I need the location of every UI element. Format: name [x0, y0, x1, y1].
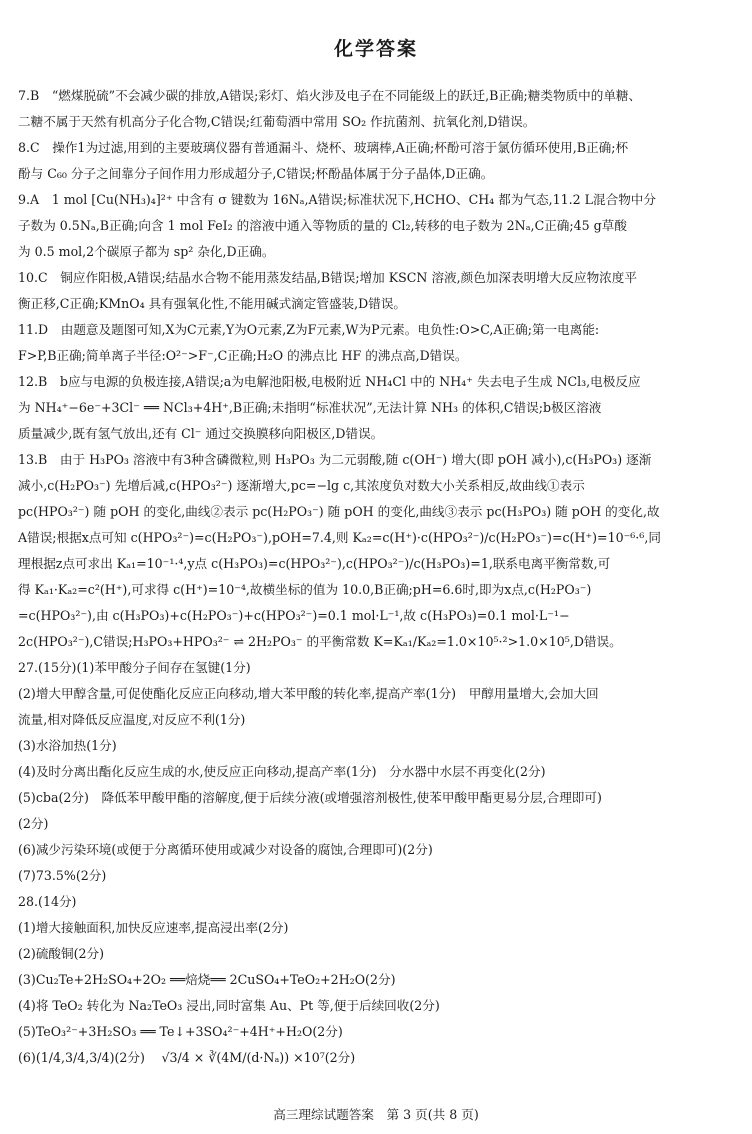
answer-item — [18, 889, 734, 1071]
answer-line: 28.(14分) — [18, 894, 77, 909]
answer-line: (5)TeO₃²⁻+3H₂SO₃ ══ Te↓+3SO₄²⁻+4H⁺+H₂O(2分) — [18, 1024, 343, 1039]
answer-item — [18, 83, 734, 135]
answer-line: 理根据z点可求出 Kₐ₁=10⁻¹·⁴,y点 c(H₃PO₃)=c(HPO₃²⁻),c(HPO₃²⁻)/c(H₃PO₃)=1,联系电离平衡常数,可 — [18, 556, 611, 571]
answer-line: (5)cba(2分) 降低苯甲酸甲酯的溶解度,便于后续分液(或增强溶剂极性,使苯甲酸甲酯更易分层,合理即可) — [18, 790, 602, 805]
answer-line: 衡正移,C正确;KMnO₄ 具有强氧化性,不能用碱式滴定管盛装,D错误。 — [18, 296, 407, 311]
answer-line: 为 0.5 mol,2个碳原子都为 sp² 杂化,D正确。 — [18, 244, 275, 259]
answer-line: 得 Kₐ₁·Kₐ₂=c²(H⁺),可求得 c(H⁺)=10⁻⁴,故横坐标的值为 10.0,B正确;pH=6.6时,即为x点,c(H₂PO₃⁻) — [18, 582, 592, 597]
answer-item — [18, 369, 734, 447]
answer-line: F>P,B正确;简单离子半径:O²⁻>F⁻,C正确;H₂O 的沸点比 HF 的沸点高,D错误。 — [18, 348, 468, 363]
answer-line: 流量,相对降低反应温度,对反应不利(1分) — [18, 712, 246, 727]
answer-item — [18, 265, 734, 317]
answer-line: A错误;根据x点可知 c(HPO₃²⁻)=c(H₂PO₃⁻),pOH=7.4,则 Kₐ₂=c(H⁺)·c(HPO₃²⁻)/c(H₂PO₃⁻)=c(H⁺)=10⁻⁶·⁶,同 — [18, 530, 661, 545]
answer-item — [18, 317, 734, 369]
answer-line: (3)Cu₂Te+2H₂SO₄+2O₂ ══焙烧══ 2CuSO₄+TeO₂+2H₂O(2分) — [18, 972, 396, 987]
answer-line: 8.C 操作1为过滤,用到的主要玻璃仪器有普通漏斗、烧杯、玻璃棒,A正确;杯酚可溶于氯仿循环使用,B正确;杯 — [18, 140, 629, 155]
answer-item — [18, 187, 734, 265]
answer-line: 质量减少,既有氢气放出,还有 Cl⁻ 通过交换膜移向阳极区,D错误。 — [18, 426, 384, 441]
answer-line: 9.A 1 mol [Cu(NH₃)₄]²⁺ 中含有 σ 键数为 16Nₐ,A错误;标准状况下,HCHO、CH₄ 都为气态,11.2 L混合物中分 — [18, 192, 656, 207]
answer-line: (3)水浴加热(1分) — [18, 738, 117, 753]
answer-line: 为 NH₄⁺−6e⁻+3Cl⁻ ══ NCl₃+4H⁺,B正确;未指明“标准状况”,无法计算 NH₃ 的体积,C错误;b极区溶液 — [18, 400, 602, 415]
page-footer: 高三理综试题答案 第 3 页(共 8 页) — [273, 1107, 479, 1122]
answer-line: (4)及时分离出酯化反应生成的水,使反应正向移动,提高产率(1分) 分水器中水层不再变化(2分) — [18, 764, 546, 779]
page-title: 化学答案 — [333, 38, 418, 60]
answer-line: pc(HPO₃²⁻) 随 pOH 的变化,曲线②表示 pc(H₂PO₃⁻) 随 pOH 的变化,曲线③表示 pc(H₃PO₃) 随 pOH 的变化,故 — [18, 504, 660, 519]
answer-line: 酚与 C₆₀ 分子之间靠分子间作用力形成超分子,C错误;杯酚晶体属于分子晶体,D正确。 — [18, 166, 494, 181]
answer-item — [18, 135, 734, 187]
answer-line: 11.D 由题意及题图可知,X为C元素,Y为O元素,Z为F元素,W为P元素。电负性:O>C,A正确;第一电离能: — [18, 322, 600, 337]
answer-line: (6)减少污染环境(或便于分离循环使用或减少对设备的腐蚀,合理即可)(2分) — [18, 842, 433, 857]
answer-line: (4)将 TeO₂ 转化为 Na₂TeO₃ 浸出,同时富集 Au、Pt 等,便于后续回收(2分) — [18, 998, 440, 1013]
answer-line: 二糖不属于天然有机高分子化合物,C错误;红葡萄酒中常用 SO₂ 作抗菌剂、抗氧化剂,D错误。 — [18, 114, 536, 129]
answer-line: (7)73.5%(2分) — [18, 868, 107, 883]
answer-line: (6)(1/4,3/4,3/4)(2分) √3/4 × ∛(4M/(d·Nₐ)) ×10⁷(2分) — [18, 1050, 356, 1065]
answer-line: 10.C 铜应作阳极,A错误;结晶水合物不能用蒸发结晶,B错误;增加 KSCN 溶液,颜色加深表明增大反应物浓度平 — [18, 270, 637, 285]
answer-line: 2c(HPO₃²⁻),C错误;H₃PO₃+HPO₃²⁻ ⇌ 2H₂PO₃⁻ 的平衡常数 K=Kₐ₁/Kₐ₂=1.0×10⁵·²>1.0×10⁵,D错误。 — [18, 634, 622, 649]
answer-line: 12.B b应与电源的负极连接,A错误;a为电解池阳极,电极附近 NH₄Cl 中的 NH₄⁺ 失去电子生成 NCl₃,电极反应 — [18, 374, 641, 389]
answer-line: (2分) — [18, 816, 49, 831]
answer-line: (2)增大甲醇含量,可促使酯化反应正向移动,增大苯甲酸的转化率,提高产率(1分) 甲醇用量增大,会加大回 — [18, 686, 599, 701]
answer-line: (2)硫酸铜(2分) — [18, 946, 105, 961]
answer-line: 7.B “燃煤脱硫”不会减少碳的排放,A错误;彩灯、焰火涉及电子在不同能级上的跃迁,B正确;糖类物质中的单糖、 — [18, 88, 642, 103]
answer-line: (1)增大接触面积,加快反应速率,提高浸出率(2分) — [18, 920, 289, 935]
answer-item — [18, 655, 734, 889]
answer-list — [18, 83, 734, 1071]
answer-line: 13.B 由于 H₃PO₃ 溶液中有3种含磷微粒,则 H₃PO₃ 为二元弱酸,随 c(OH⁻) 增大(即 pOH 减小),c(H₃PO₃) 逐渐 — [18, 452, 652, 467]
answer-item — [18, 447, 734, 655]
answer-line: 子数为 0.5Nₐ,B正确;向含 1 mol FeI₂ 的溶液中通入等物质的量的 Cl₂,转移的电子数为 2Nₐ,C正确;45 g草酸 — [18, 218, 627, 233]
answer-line: 减小,c(H₂PO₃⁻) 先增后减,c(HPO₃²⁻) 逐渐增大,pc=−lg c,其浓度负对数大小关系相反,故曲线①表示 — [18, 478, 585, 493]
answer-line: 27.(15分)(1)苯甲酸分子间存在氢键(1分) — [18, 660, 251, 675]
answer-line: =c(HPO₃²⁻),由 c(H₃PO₃)+c(H₂PO₃⁻)+c(HPO₃²⁻)=0.1 mol·L⁻¹,故 c(H₃PO₃)=0.1 mol·L⁻¹− — [18, 608, 570, 623]
